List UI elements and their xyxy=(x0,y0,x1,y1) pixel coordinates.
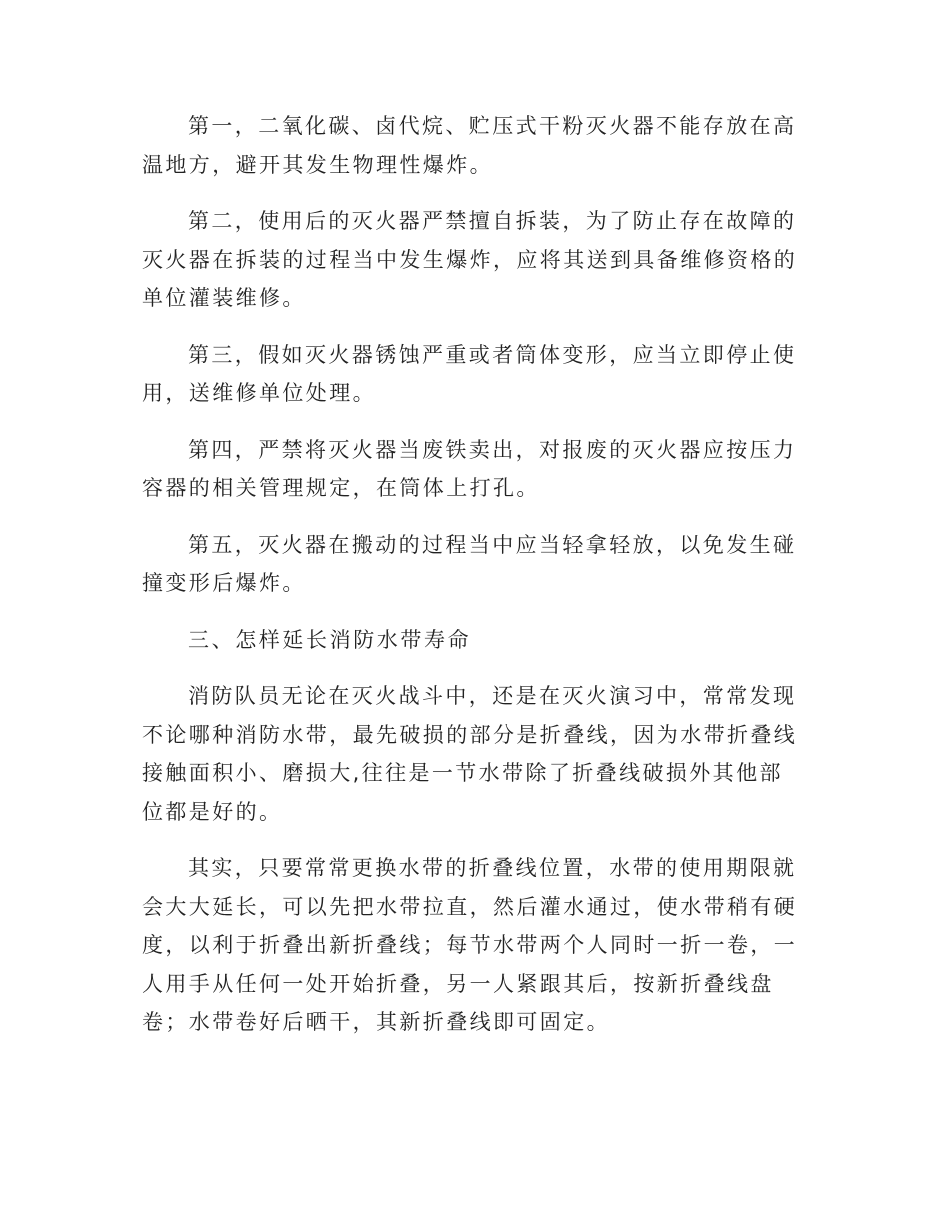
section-paragraph-2: 其实，只要常常更换水带的折叠线位置，水带的使用期限就会大大延长，可以先把水带拉直，然后灌水通过，使水带稍有硬度，以利于折叠出新折叠线；每节水带两个人同时一折一卷，一人用手从任何一处开始折叠，另一人紧跟其后，按新折叠线盘卷；水带卷好后晒干，其新折叠线即可固定。 xyxy=(142,856,798,1034)
section-paragraph-1: 消防队员无论在灭火战斗中，还是在灭火演习中，常常发现不论哪种消防水带，最先破损的部分是折叠线，因为水带折叠线接触面积小、磨损大,往往是一节水带除了折叠线破损外其他部位都是好的。 xyxy=(142,684,798,824)
paragraph-point-5: 第五，灭火器在搬动的过程当中应当轻拿轻放，以免发生碰撞变形后爆炸。 xyxy=(142,532,797,595)
document-body xyxy=(142,107,806,1060)
paragraph-point-3: 第三，假如灭火器锈蚀严重或者筒体变形，应当立即停止使用，送维修单位处理。 xyxy=(142,342,797,405)
paragraph-point-2: 第二，使用后的灭火器严禁擅自拆装，为了防止存在故障的灭火器在拆装的过程当中发生爆炸，应将其送到具备维修资格的单位灌装维修。 xyxy=(142,209,798,310)
section-heading: 三、怎样延长消防水带寿命 xyxy=(188,627,472,652)
paragraph-point-4: 第四，严禁将灭火器当废铁卖出，对报废的灭火器应按压力容器的相关管理规定，在筒体上打孔。 xyxy=(142,437,797,500)
paragraph-point-1: 第一，二氧化碳、卤代烷、贮压式干粉灭火器不能存放在高温地方，避开其发生物理性爆炸。 xyxy=(142,114,797,177)
